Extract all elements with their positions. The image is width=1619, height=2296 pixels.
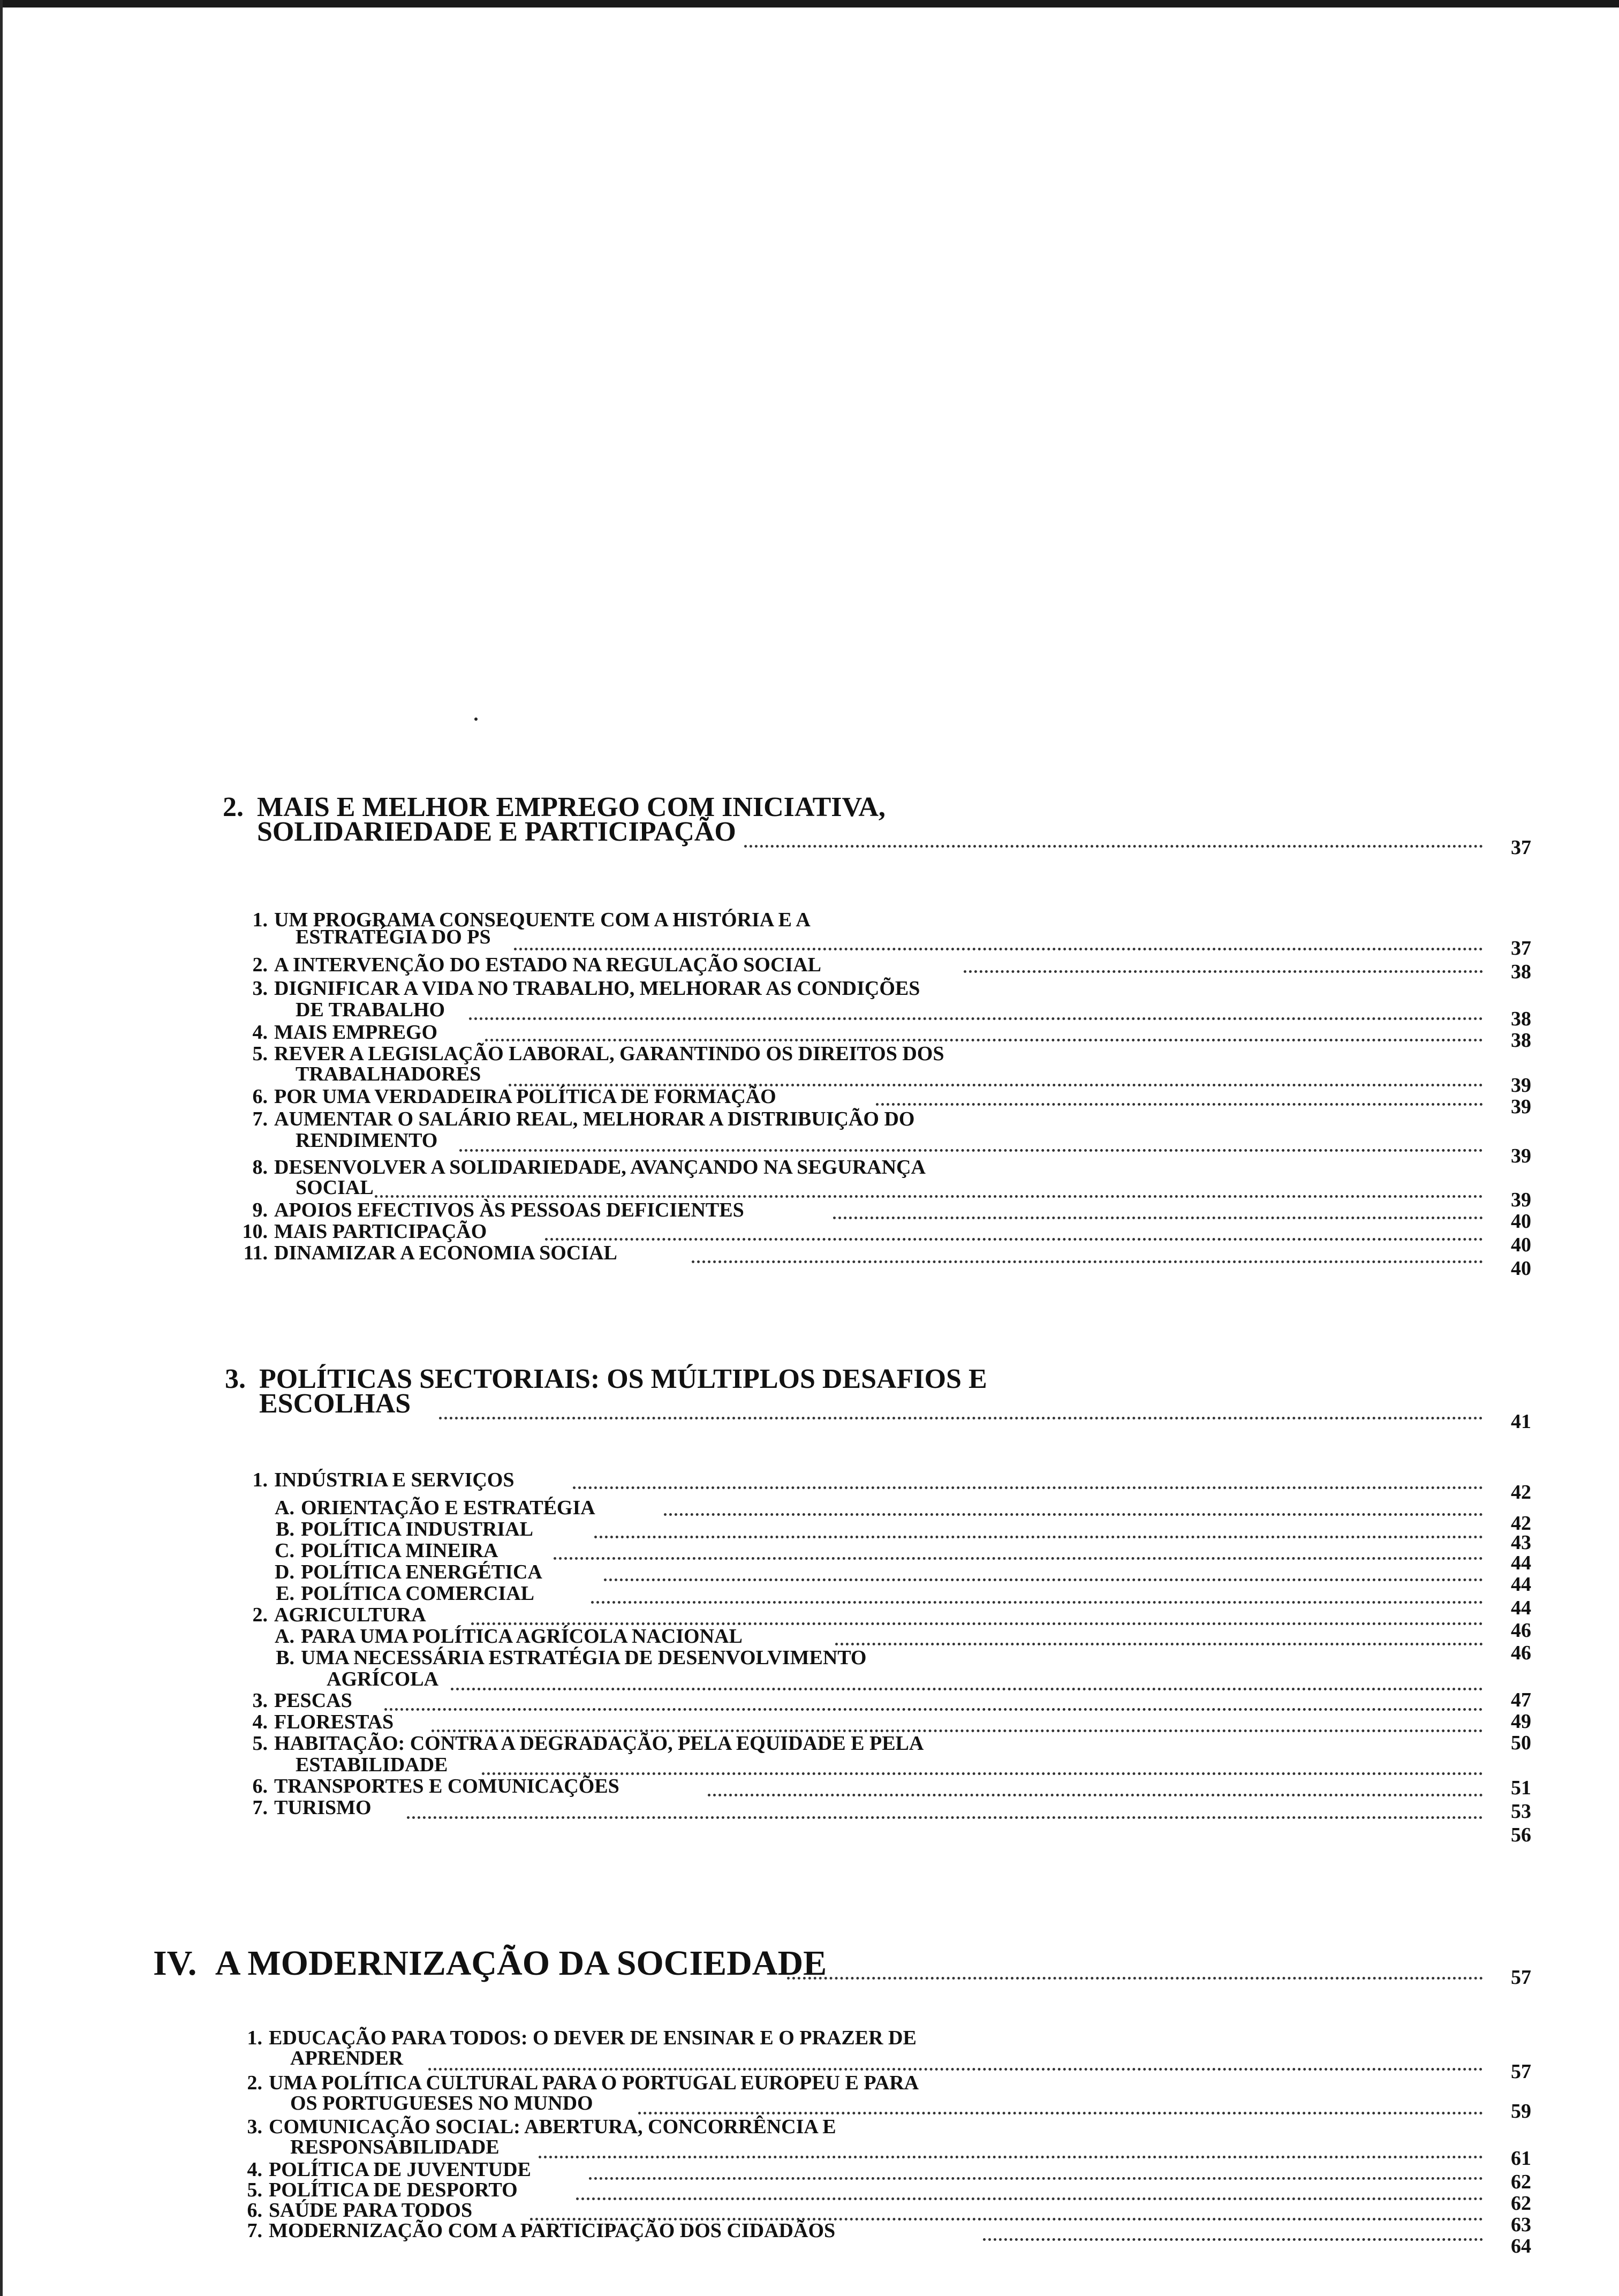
entry-title: POLÍTICA ENERGÉTICA [301,1561,542,1583]
entry-title-continued: RENDIMENTO [296,1129,438,1152]
entry-title: APOIOS EFECTIVOS ÀS PESSOAS DEFICIENTES [274,1199,744,1221]
page-number[interactable]: 43 [1511,1531,1531,1554]
entry-letter: D. [275,1561,294,1583]
entry-title-continued: DE TRABALHO [296,999,445,1021]
page-number[interactable]: 38 [1511,961,1531,983]
entry-number: 4. [247,2158,262,2181]
entry-number: 1. [252,909,268,931]
entry-title-continued: SOCIAL [296,1176,374,1199]
entry-title: INDÚSTRIA E SERVIÇOS [274,1469,515,1491]
toc-entry[interactable] [236,1108,914,1130]
dot-leader [744,845,1483,848]
entry-number: 5. [252,1043,268,1065]
entry-number: 7. [247,2219,262,2242]
page-number[interactable]: 39 [1511,1074,1531,1097]
dot-leader [708,1794,1483,1796]
entry-title: PESCAS [274,1689,352,1712]
entry-title: REVER A LEGISLAÇÃO LABORAL, GARANTINDO OS DIREITOS DOS [274,1043,944,1065]
toc-entry[interactable] [236,1043,944,1064]
toc-entry[interactable] [236,1199,744,1221]
scan-edge-top [0,0,1619,7]
entry-number: 6. [252,1775,268,1797]
section-title: A MODERNIZAÇÃO DA SOCIEDADE [215,1944,827,1983]
entry-title-continued: TRABALHADORES [296,1063,481,1085]
page-number[interactable]: 62 [1511,2192,1531,2215]
entry-number: 4. [252,1021,268,1044]
entry-title-continued: RESPONSABILIDADE [290,2136,500,2158]
dot-leader [833,1217,1483,1219]
section-title-line1: MAIS E MELHOR EMPREGO COM INICIATIVA, [257,792,886,822]
toc-entry[interactable] [236,954,821,976]
section-title-line1: POLÍTICAS SECTORIAIS: OS MÚLTIPLOS DESAFIOS E [259,1364,987,1394]
dot-leader [451,1688,1483,1690]
toc-entry[interactable] [236,1221,487,1242]
toc-entry[interactable] [236,1022,437,1043]
toc-entry[interactable] [230,2072,919,2094]
entry-title: POLÍTICA DE DESPORTO [269,2179,518,2201]
entry-number: 1. [252,1469,268,1491]
toc-entry[interactable] [230,2220,835,2241]
page-number[interactable]: 56 [1511,1824,1531,1846]
entry-number: 2. [252,1604,268,1626]
page-number[interactable]: 41 [1511,1410,1531,1433]
entry-title: AGRICULTURA [274,1604,426,1626]
dot-leader [604,1578,1483,1581]
entry-number: 5. [252,1732,268,1755]
toc-entry[interactable] [236,1733,924,1754]
section-heading[interactable] [225,1364,1531,1433]
entry-letter: A. [275,1497,294,1519]
entry-title: SAÚDE PARA TODOS [269,2199,473,2222]
page-number[interactable]: 39 [1511,1189,1531,1211]
entry-title: PARA UMA POLÍTICA AGRÍCOLA NACIONAL [301,1625,743,1648]
toc-subentry[interactable] [268,1519,533,1540]
toc-entry[interactable] [236,1469,514,1491]
dot-leader [539,2156,1483,2158]
toc-entry[interactable] [230,2116,836,2138]
toc-entry[interactable] [236,1690,352,1711]
entry-title: MAIS EMPREGO [274,1021,438,1044]
entry-number: 3. [252,1689,268,1712]
page-number[interactable]: 57 [1511,2060,1531,2083]
toc-entry[interactable] [230,2027,917,2049]
dot-leader [664,1513,1483,1516]
section-number: 3. [225,1364,246,1394]
page-number[interactable]: 47 [1511,1689,1531,1711]
dot-leader [554,1557,1483,1560]
page-number[interactable]: 46 [1511,1642,1531,1664]
entry-title: MAIS PARTICIPAÇÃO [274,1220,487,1243]
entry-letter: E. [276,1582,294,1605]
dot-leader [514,948,1483,950]
toc-subentry[interactable] [268,1647,867,1668]
entry-letter: C. [275,1539,294,1562]
entry-title: POLÍTICA MINEIRA [301,1539,498,1562]
page-number[interactable]: 39 [1511,1145,1531,1167]
entry-title: EDUCAÇÃO PARA TODOS: O DEVER DE ENSINAR E O PRAZER DE [269,2027,917,2049]
entry-number: 7. [252,1796,268,1819]
scan-edge-left [0,0,3,2296]
section-title-line2: SOLIDARIEDADE E PARTICIPAÇÃO [257,817,736,847]
toc-entry[interactable] [236,978,920,999]
page-number[interactable]: 44 [1511,1573,1531,1596]
toc-entry[interactable] [230,2159,531,2180]
entry-number: 10. [242,1220,268,1243]
dot-leader [638,2112,1483,2114]
page-number[interactable]: 63 [1511,2214,1531,2236]
entry-title: POLÍTICA INDUSTRIAL [301,1518,533,1540]
toc-entry[interactable] [236,1086,776,1107]
scan-speck [474,718,478,721]
toc-entry[interactable] [230,2179,518,2201]
page-number[interactable]: 46 [1511,1619,1531,1642]
entry-title: TURISMO [274,1796,372,1819]
toc-entry[interactable] [236,1797,372,1818]
page-number[interactable]: 62 [1511,2171,1531,2193]
toc-entry[interactable] [236,1242,617,1264]
entry-title: POLÍTICA COMERCIAL [301,1582,534,1605]
dot-leader [964,970,1483,973]
page-number[interactable]: 57 [1511,1966,1531,1989]
dot-leader [459,1149,1483,1152]
dot-leader [591,1601,1483,1604]
entry-title: POLÍTICA DE JUVENTUDE [269,2158,531,2181]
entry-title: TRANSPORTES E COMUNICAÇÕES [274,1775,619,1797]
entry-title-continued: OS PORTUGUESES NO MUNDO [290,2092,593,2114]
entry-number: 1. [247,2027,262,2049]
entry-number: 11. [243,1242,268,1264]
toc-entry[interactable] [236,1157,926,1178]
entry-title: AUMENTAR O SALÁRIO REAL, MELHORAR A DISTRIBUIÇÃO DO [274,1108,915,1130]
page-number[interactable]: 44 [1511,1597,1531,1619]
entry-title: MODERNIZAÇÃO COM A PARTICIPAÇÃO DOS CIDADÃOS [269,2219,836,2242]
toc-entry[interactable] [230,2200,472,2221]
page-number[interactable]: 42 [1511,1481,1531,1504]
entry-title-continued: AGRÍCOLA [327,1668,439,1690]
dot-leader [469,1017,1483,1020]
page-number[interactable]: 61 [1511,2147,1531,2170]
toc-subentry[interactable] [268,1561,542,1583]
dot-leader [692,1260,1483,1263]
toc-entry[interactable] [236,1711,394,1733]
page-number[interactable]: 40 [1511,1234,1531,1256]
entry-letter: B. [276,1518,294,1540]
dot-leader [384,1708,1483,1711]
page-number[interactable]: 39 [1511,1096,1531,1118]
entry-number: 8. [252,1156,268,1179]
entry-title: FLORESTAS [274,1711,394,1733]
dot-leader [787,1977,1483,1980]
dot-leader [576,2197,1483,2200]
page-number[interactable]: 37 [1511,937,1531,960]
entry-letter: B. [276,1647,294,1669]
entry-title: UMA NECESSÁRIA ESTRATÉGIA DE DESENVOLVIMENTO [301,1647,867,1669]
toc-subentry[interactable] [268,1540,498,1561]
dot-leader [485,1039,1483,1041]
entry-number: 6. [252,1085,268,1108]
entry-title-continued: ESTABILIDADE [296,1754,448,1776]
page-number[interactable]: 44 [1511,1552,1531,1574]
entry-title: UMA POLÍTICA CULTURAL PARA O PORTUGAL EUROPEU E PARA [269,2072,919,2094]
entry-number: 6. [247,2199,262,2222]
entry-title: COMUNICAÇÃO SOCIAL: ABERTURA, CONCORRÊNCIA E [269,2116,836,2138]
dot-leader [375,1195,1483,1198]
dot-leader [876,1103,1483,1106]
toc-subentry[interactable] [268,1626,743,1647]
entry-number: 2. [252,954,268,976]
page-number[interactable]: 42 [1511,1512,1531,1535]
entry-number: 5. [247,2179,262,2201]
toc-entry[interactable] [236,1776,619,1797]
page-number[interactable]: 49 [1511,1710,1531,1733]
entry-title: DIGNIFICAR A VIDA NO TRABALHO, MELHORAR AS CONDIÇÕES [274,977,920,1000]
entry-title: A INTERVENÇÃO DO ESTADO NA REGULAÇÃO SOCIAL [274,954,822,976]
dot-leader [407,1816,1483,1819]
entry-number: 3. [247,2116,262,2138]
entry-number: 4. [252,1711,268,1733]
dot-leader [573,1486,1483,1489]
entry-title: DESENVOLVER A SOLIDARIEDADE, AVANÇANDO NA SEGURANÇA [274,1156,926,1179]
page-number[interactable]: 51 [1511,1777,1531,1799]
entry-number: 7. [252,1108,268,1130]
dot-leader [835,1643,1483,1645]
section-number: 2. [223,792,244,822]
entry-title: POR UMA VERDADEIRA POLÍTICA DE FORMAÇÃO [274,1085,776,1108]
toc-subentry[interactable] [268,1583,534,1604]
page-number[interactable]: 38 [1511,1008,1531,1030]
dot-leader [428,2068,1483,2071]
dot-leader [482,1772,1483,1775]
page-number[interactable]: 37 [1511,836,1531,859]
section-title-line2: ESCOLHAS [259,1388,411,1419]
page-number[interactable]: 40 [1511,1210,1531,1233]
entry-title: UM PROGRAMA CONSEQUENTE COM A HISTÓRIA E A [274,909,811,931]
dot-leader [983,2238,1483,2241]
entry-number: 9. [252,1199,268,1221]
entry-title: ORIENTAÇÃO E ESTRATÉGIA [301,1497,595,1519]
entry-title-continued: APRENDER [290,2047,404,2070]
dot-leader [594,1536,1483,1538]
entry-title: HABITAÇÃO: CONTRA A DEGRADAÇÃO, PELA EQUIDADE E PELA [274,1732,924,1755]
section-number: IV. [153,1944,197,1983]
page-number[interactable]: 59 [1511,2100,1531,2123]
toc-entry[interactable] [236,1604,426,1626]
dot-leader [545,1238,1483,1241]
entry-title: DINAMIZAR A ECONOMIA SOCIAL [274,1242,617,1264]
section-heading[interactable] [153,1946,827,1981]
dot-leader [589,2177,1483,2180]
entry-letter: A. [275,1625,294,1648]
section-heading[interactable] [223,794,1529,858]
page-number[interactable]: 53 [1511,1800,1531,1823]
entry-number: 3. [252,977,268,1000]
dot-leader [439,1417,1483,1419]
page-number[interactable]: 64 [1511,2235,1531,2257]
page-number[interactable]: 38 [1511,1029,1531,1052]
page-number[interactable]: 50 [1511,1732,1531,1754]
page-number[interactable]: 40 [1511,1257,1531,1280]
entry-number: 2. [247,2072,262,2094]
toc-subentry[interactable] [268,1497,595,1519]
entry-title-continued: ESTRATÉGIA DO PS [296,926,491,948]
